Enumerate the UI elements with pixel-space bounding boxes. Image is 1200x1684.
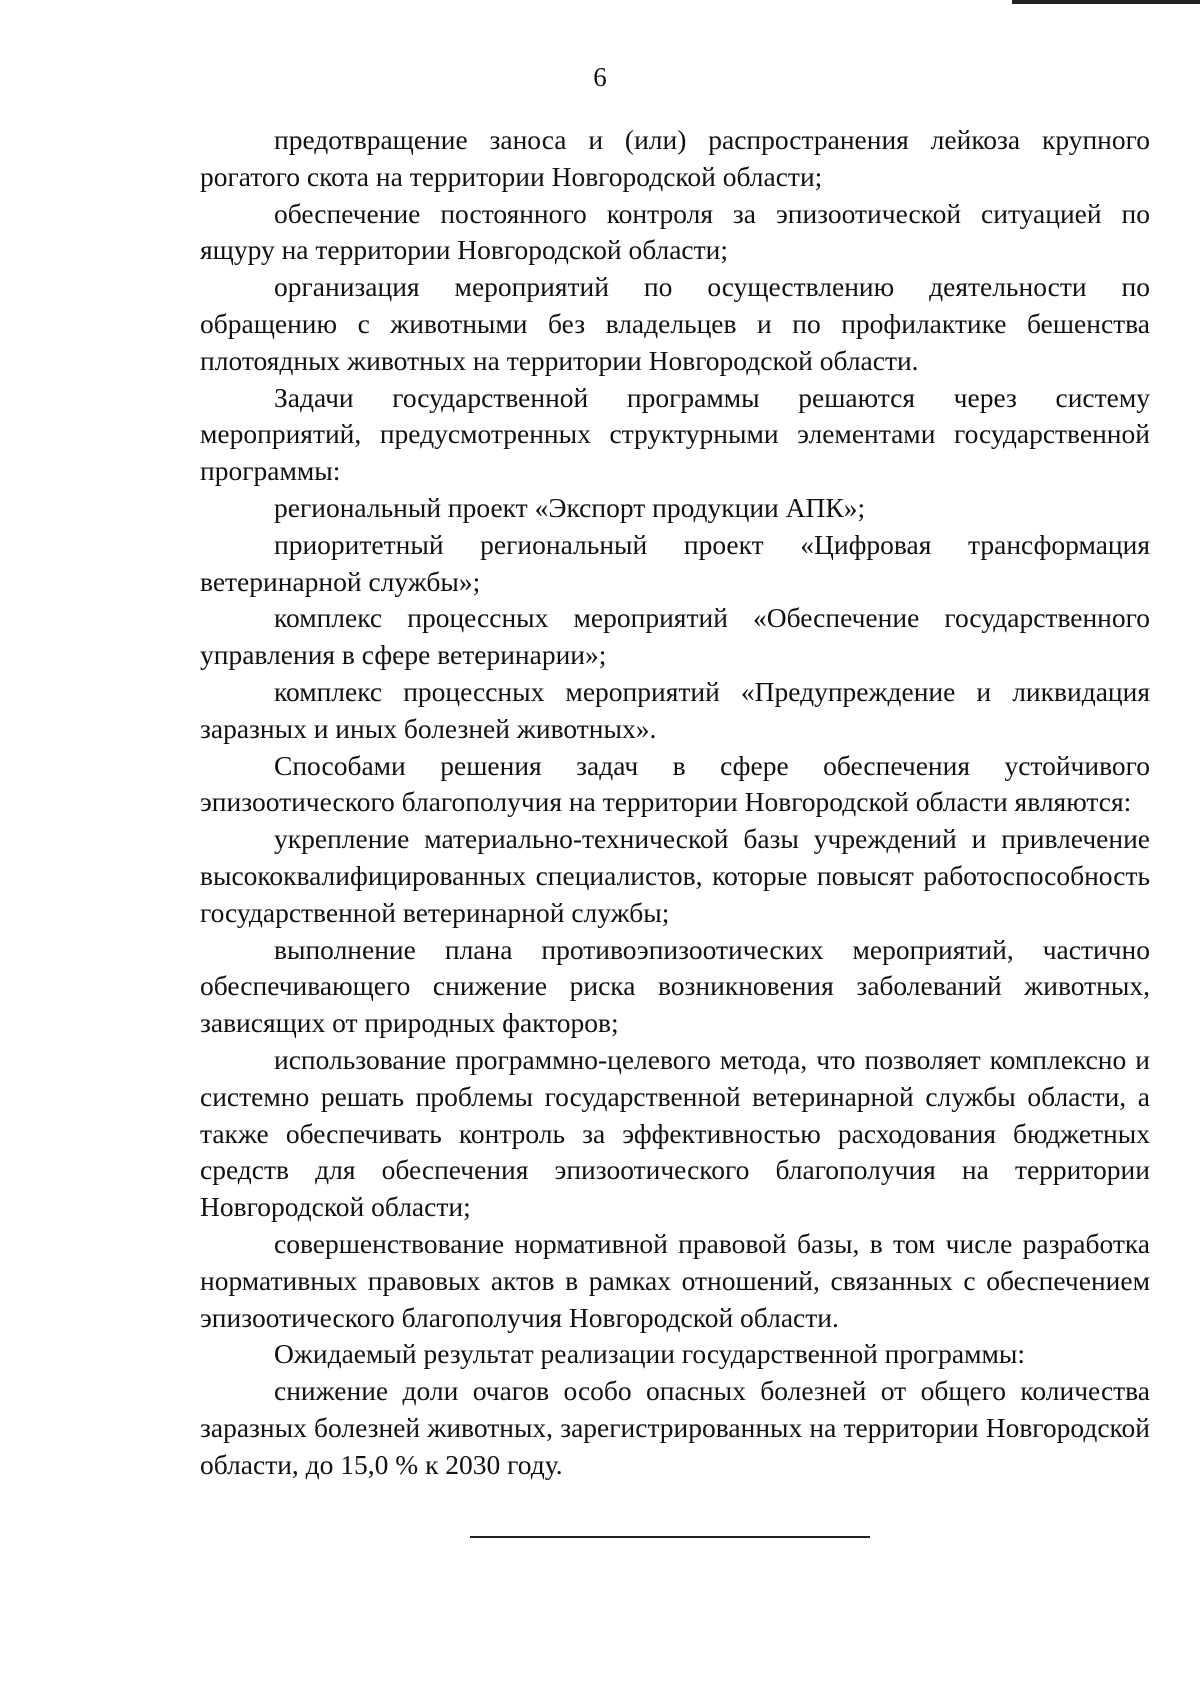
- paragraph-complex-management: комплекс процессных мероприятий «Обеспечение государственного управления в сфере ветеринарии»;: [200, 602, 1150, 671]
- paragraph-expected-result: Ожидаемый результат реализации государственной программы:: [274, 1338, 1026, 1370]
- paragraph-antiepizootic-plan: выполнение плана противоэпизоотических мероприятий, частично обеспечивающего снижение риска возникновения заболеваний животных, зависящих от природных факторов;: [200, 933, 1150, 1039]
- paragraph-fmd-control: обеспечение постоянного контроля за эпизоотической ситуацией по ящуру на территории Новгородской области;: [200, 197, 1150, 266]
- paragraph-complex-prevention: комплекс процессных мероприятий «Предупреждение и ликвидация заразных и иных болезней животных».: [200, 675, 1150, 744]
- top-edge-rule: [1012, 0, 1200, 4]
- paragraph-result-indicator: снижение доли очагов особо опасных болезней от общего количества заразных болезней животных, зарегистрированных на территории Новгородской области, до 15,0 % к 2030 году.: [200, 1375, 1150, 1480]
- paragraph-regulatory-base: совершенствование нормативной правовой базы, в том числе разработка нормативных правовых актов в рамках отношений, связанных с обеспечением эпизоотического благополучия Новгородской области.: [200, 1227, 1150, 1333]
- paragraph-stray-animals-rabies: организация мероприятий по осуществлению деятельности по обращению с животными без владельцев и по профилактике бешенства плотоядных животных на территории Новгородской области.: [200, 271, 1150, 376]
- paragraph-project-export: региональный проект «Экспорт продукции АПК»;: [274, 491, 866, 523]
- paragraph-leukosis-prevention: предотвращение заноса и (или) распространения лейкоза крупного рогатого скота на территории Новгородской области;: [200, 124, 1150, 192]
- paragraph-project-digital: приоритетный региональный проект «Цифровая трансформация ветеринарной службы»;: [200, 528, 1150, 597]
- paragraph-program-tasks: Задачи государственной программы решаются через систему мероприятий, предусмотренных структурными элементами государственной программы:: [200, 381, 1150, 487]
- paragraph-solution-methods: Способами решения задач в сфере обеспечения устойчивого эпизоотического благополучия на территории Новгородской области являются:: [200, 749, 1150, 818]
- page-number: 6: [593, 62, 607, 92]
- document-body: [200, 122, 1150, 1483]
- paragraph-material-base: укрепление материально-технической базы учреждений и привлечение высококвалифицированных специалистов, которые повысят работоспособность государственной ветеринарной службы;: [200, 823, 1150, 928]
- end-of-section-rule: [470, 1536, 870, 1538]
- paragraph-program-target-method: использование программно-целевого метода, что позволяет комплексно и системно решать проблемы государственной ветеринарной службы области, а также обеспечивать контроль за эффективностью расходования бюджетных средств для обеспечения эпизоотического благополучия на территории Новгородской области;: [200, 1043, 1150, 1223]
